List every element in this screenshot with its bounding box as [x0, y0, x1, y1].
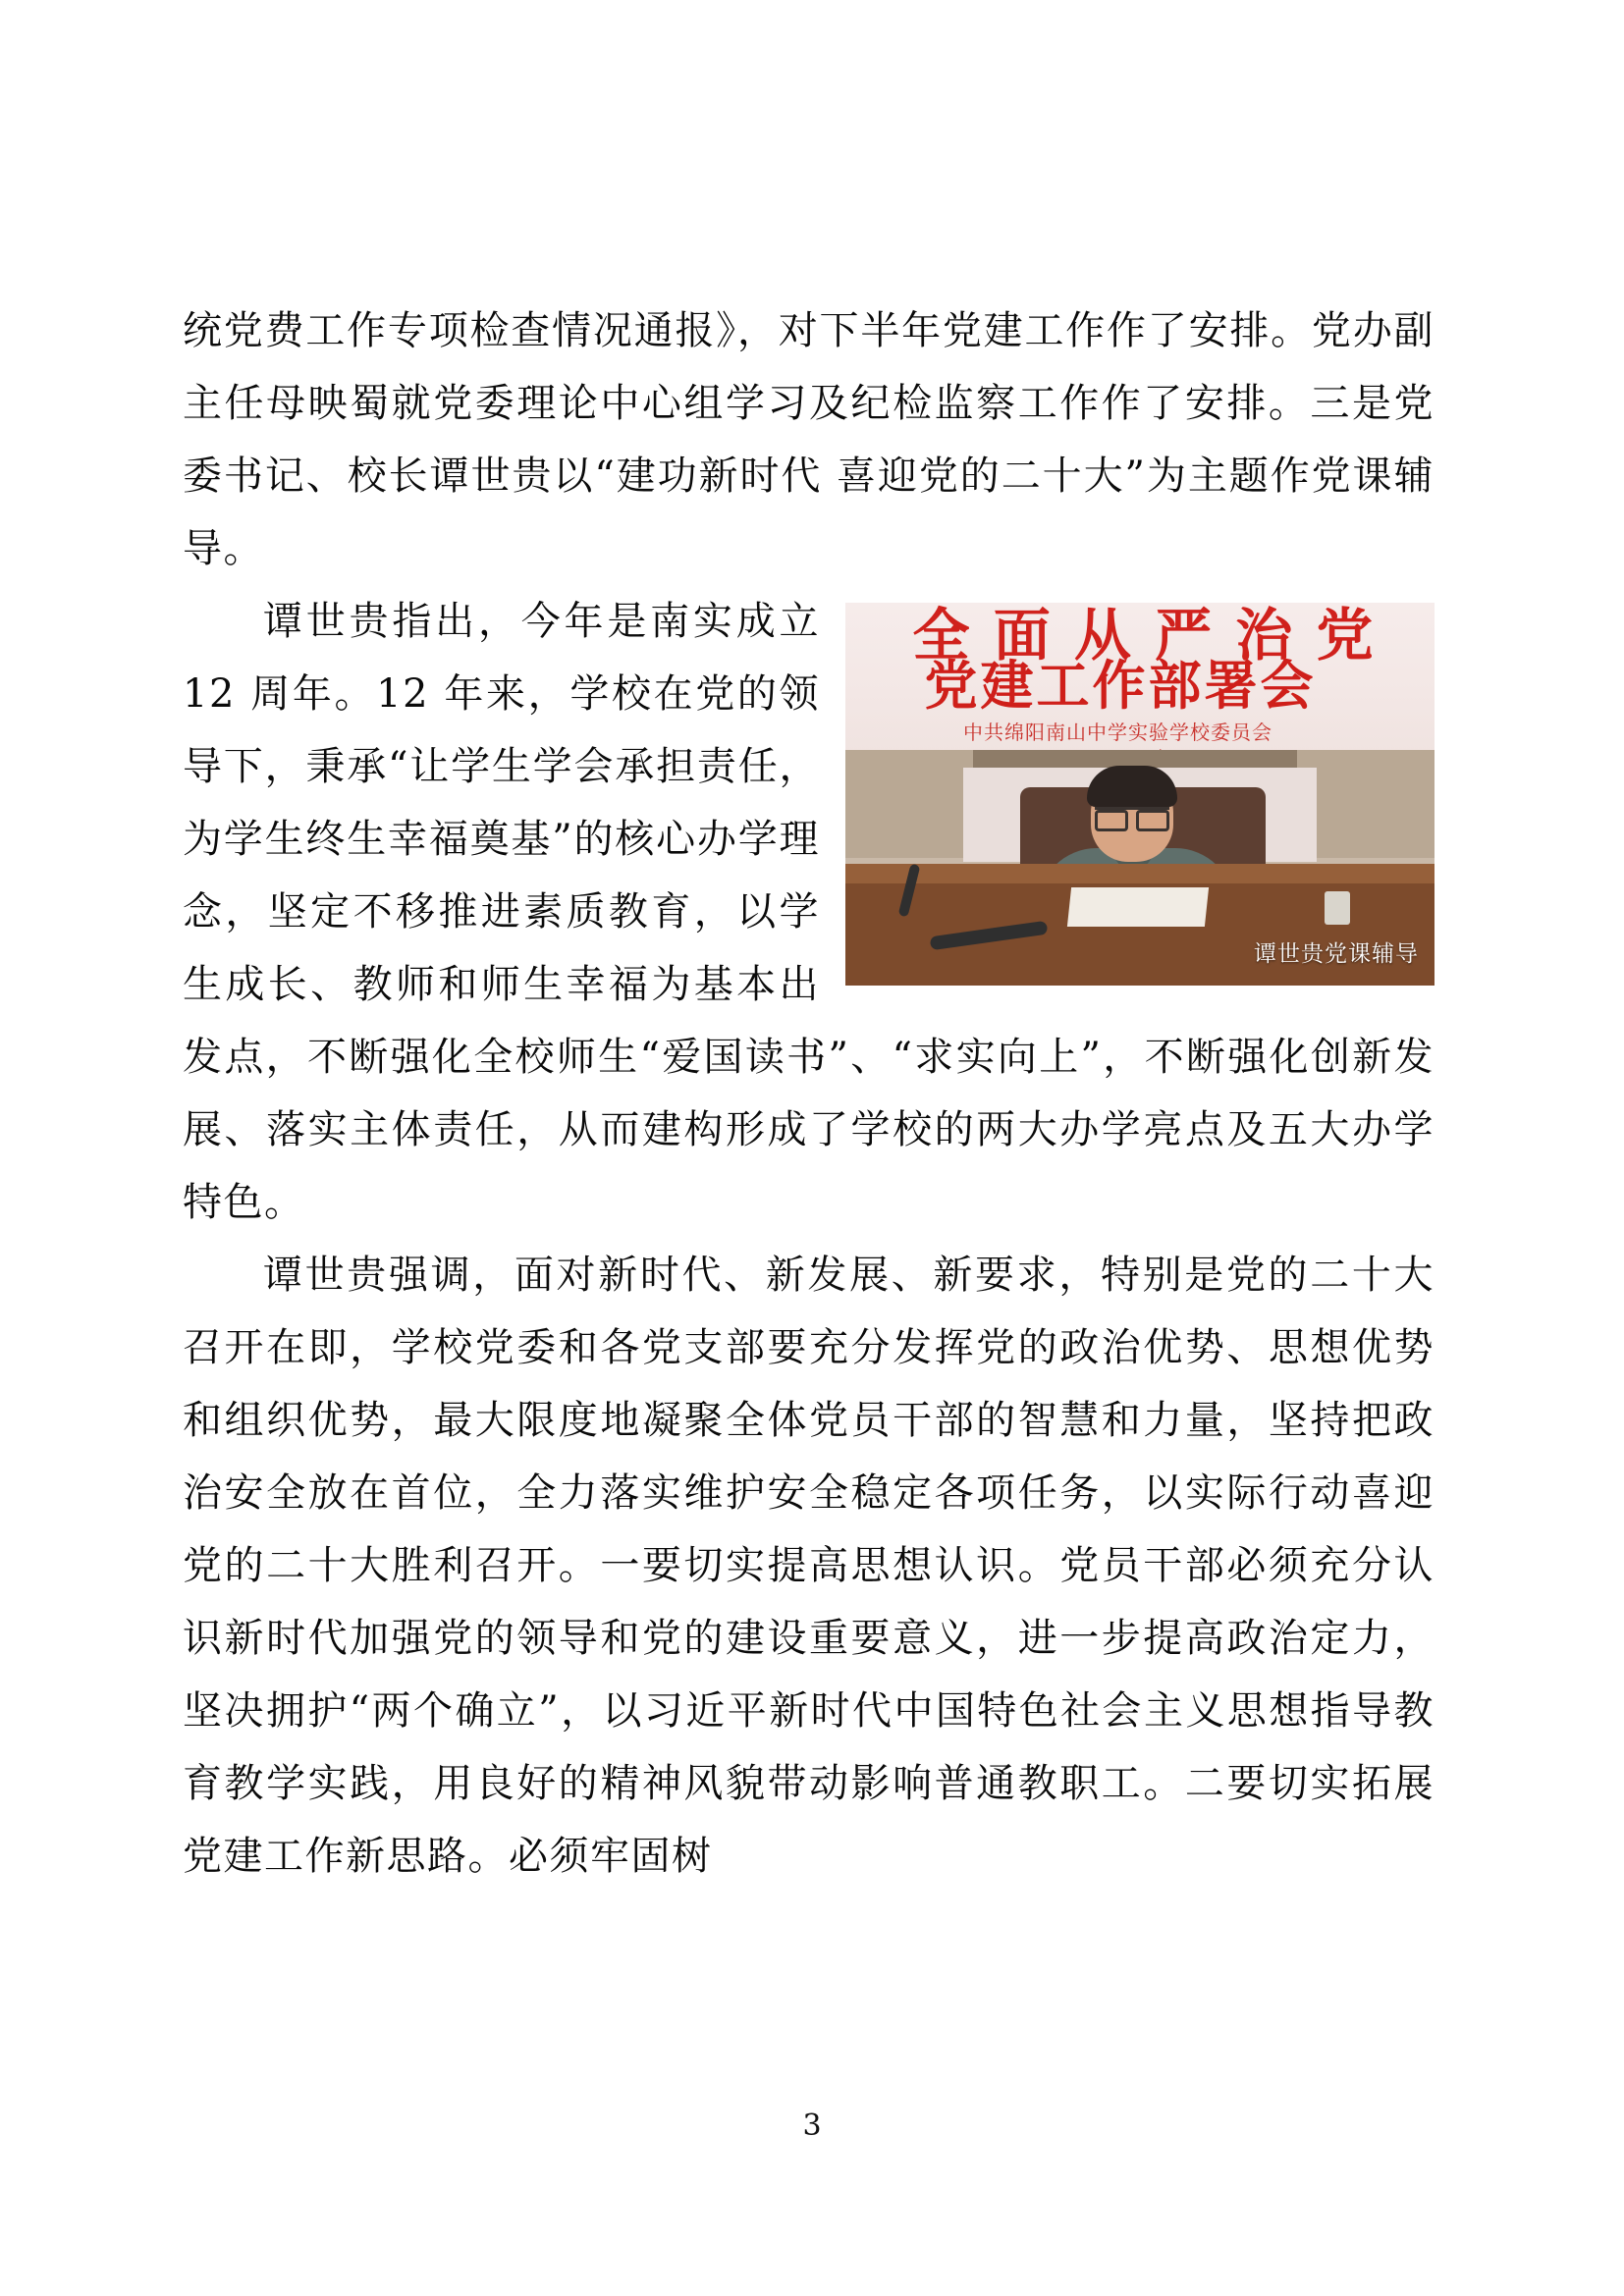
photo-caption: 谭世贵党课辅导 — [1254, 941, 1419, 967]
person-hair — [1087, 766, 1177, 807]
paragraph-2: 谭世贵指出，今年是南实成立 12 周年。12 年来，学校在党的领导下，秉承“让学生学会承担责任，为学生终生幸福奠基”的核心办学理念，坚定不移推进素质教育，以学生成长、教师和师生幸福为基本出发点，不断强化全校师生“爱国读书”、“求实向上”，不断强化创新发展、落实主体责任，从而建构形成了学校的两大办学亮点及五大办学特色。 — [183, 599, 1435, 1225]
figure-meeting-photo — [845, 603, 1435, 986]
photo-banner-title: 全 面 从 严 治 党 — [912, 603, 1376, 668]
wall-left — [845, 750, 973, 858]
conference-table — [845, 868, 1435, 986]
photo-banner-subtitle-large: 党建工作部署会 — [924, 655, 1317, 717]
paragraph-1: 统党费工作专项检查情况通报》，对下半年党建工作作了安排。党办副主任母映蜀就党委理论中心组学习及纪检监察工作作了安排。三是党委书记、校长谭世贵以“建功新时代 喜迎党的二十大”为主题作党课辅导。 — [183, 308, 1435, 571]
cup — [1325, 891, 1350, 925]
paragraph-3: 谭世贵强调，面对新时代、新发展、新要求，特别是党的二十大召开在即，学校党委和各党支部要充分发挥党的政治优势、思想优势和组织优势，最大限度地凝聚全体党员干部的智慧和力量，坚持把政治安全放在首位，全力落实维护安全稳定各项任务，以实际行动喜迎党的二十大胜利召开。一要切实提高思想认识。党员干部必须充分认识新时代加强党的领导和党的建设重要意义，进一步提高政治定力，坚决拥护“两个确立”，以习近平新时代中国特色社会主义思想指导教育教学实践，用良好的精神风貌带动影响普通教职工。二要切实拓展党建工作新思路。必须牢固树 — [183, 1253, 1435, 1879]
documents-on-table — [1067, 887, 1209, 927]
wall-right — [1297, 750, 1435, 858]
photo-banner-organization: 中共绵阳南山中学实验学校委员会 — [963, 721, 1272, 744]
page-number: 3 — [802, 2109, 822, 2143]
photo-image — [845, 603, 1435, 986]
page-content — [183, 294, 1435, 1893]
conference-table-edge — [845, 864, 1435, 883]
glasses-icon — [1095, 807, 1169, 828]
